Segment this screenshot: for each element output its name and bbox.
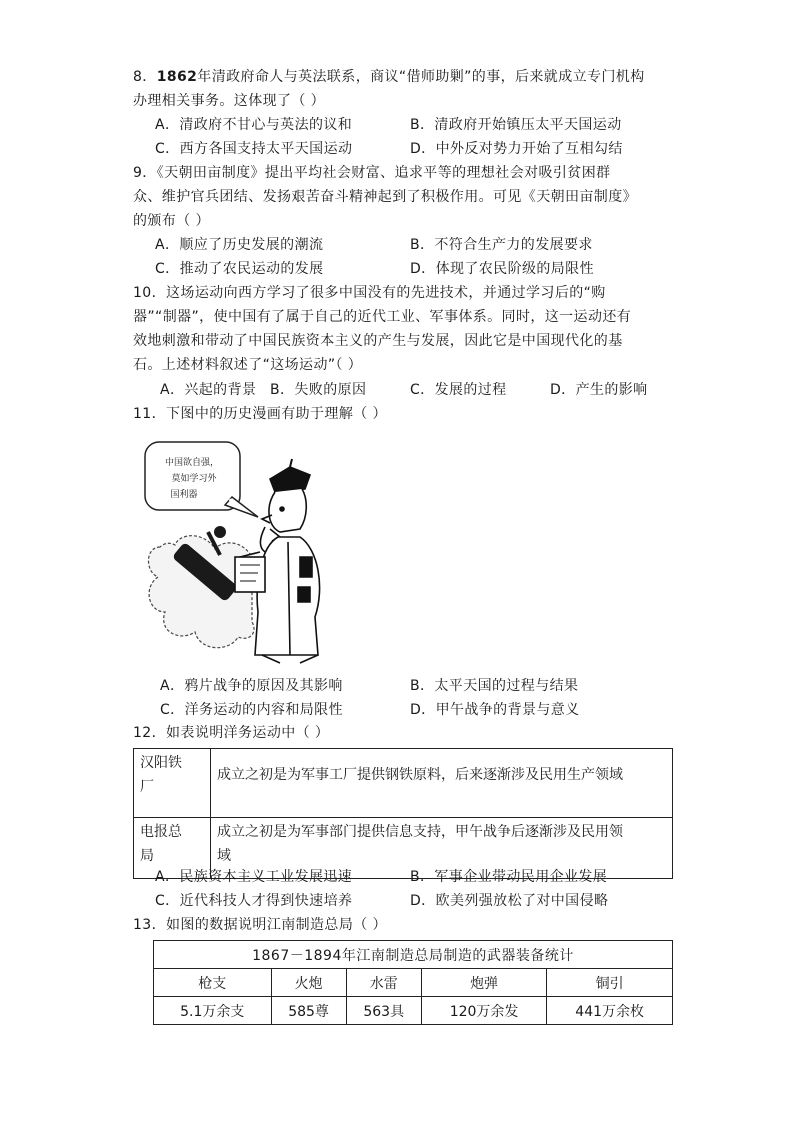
q12-option-a[interactable]: A．民族资本主义工业发展迅速 [155,869,353,885]
table-title-row [154,941,673,969]
table-cell-desc: 成立之初是为军事工厂提供钢铁原料，后来逐渐涉及民用生产领域 [211,749,673,818]
q10-line1: 10．这场运动向西方学习了很多中国没有的先进技术，并通过学习后的“购 [133,285,606,301]
q9-line3: 的颁布（ ） [133,213,210,229]
q11-option-d[interactable]: D．甲午战争的背景与意义 [410,702,580,718]
bubble-text-1: 中国欲自强， [164,458,220,468]
q9-option-b[interactable]: B．不符合生产力的发展要求 [410,237,593,253]
q10-line2: 器”“制器”，使中国有了属于自己的近代工业、军事体系。同时，这一运动还有 [133,309,632,325]
q10-line3: 效地刺激和带动了中国民族资本主义的产生与发展，因此它是中国现代化的基 [133,333,623,349]
q12-table [133,748,673,879]
q11-line1: 11．下图中的历史漫画有助于理解（ ） [133,406,387,422]
q9-line1: 9．《天朝田亩制度》提出平均社会财富、追求平等的理想社会对吸引贫困群 [133,165,611,181]
cartoon-illustration [140,437,340,667]
table-cell-name: 汉阳铁 厂 [134,749,211,818]
q9-option-c[interactable]: C．推动了农民运动的发展 [155,261,324,277]
table-cell: 563具 [346,997,421,1025]
q8-option-c[interactable]: C．西方各国支持太平天国运动 [155,141,353,157]
q8-option-d[interactable]: D．中外反对势力开始了互相勾结 [410,141,623,157]
q13-line1: 13．如图的数据说明江南制造总局（ ） [133,917,387,933]
table-header: 火炮 [271,969,346,997]
q8-line1 [133,67,645,87]
q10-option-a[interactable]: A．兴起的背景 [160,382,257,398]
q8-option-a[interactable]: A．清政府不甘心与英法的议和 [155,117,353,133]
q10-line4: 石。上述材料叙述了“这场运动”（ ） [133,357,363,373]
q8-text: 年清政府命人与英法联系，商议“借师助剿”的事，后来就成立专门机构 [197,69,645,85]
q12-option-d[interactable]: D．欧美列强放松了对中国侵略 [410,893,609,909]
table-header: 水雷 [346,969,421,997]
table-cell: 5.1万余支 [154,997,272,1025]
table-cell-desc: 成立之初是为军事部门提供信息支持，甲午战争后逐渐涉及民用领 域 [211,818,673,879]
q8-year: 1862 [156,69,198,85]
q9-option-a[interactable]: A．顺应了历史发展的潮流 [155,237,324,253]
table-header: 枪支 [154,969,272,997]
bubble-text-2: 莫如学习外 [171,474,217,484]
q8-option-b[interactable]: B．清政府开始镇压太平天国运动 [410,117,622,133]
q10-option-b[interactable]: B．失败的原因 [270,382,367,398]
table-cell: 441万余枚 [547,997,673,1025]
table-cell: 120万余发 [421,997,547,1025]
table-row [134,749,673,818]
q12-option-c[interactable]: C．近代科技人才得到快速培养 [155,893,353,909]
table-header: 铜引 [547,969,673,997]
q8-line2: 办理相关事务。这体现了（ ） [133,93,326,109]
table-title: 1867－1894年江南制造总局制造的武器装备统计 [154,941,673,969]
q12-line1: 12．如表说明洋务运动中（ ） [133,725,330,741]
q11-option-b[interactable]: B．太平天国的过程与结果 [410,678,579,694]
q10-option-d[interactable]: D．产生的影响 [550,382,648,398]
q11-option-c[interactable]: C．洋务运动的内容和局限性 [160,702,343,718]
q9-line2: 众、维护官兵团结、发扬艰苦奋斗精神起到了积极作用。可见《天朝田亩制度》 [133,189,637,205]
table-cell: 585尊 [271,997,346,1025]
q10-option-c[interactable]: C．发展的过程 [410,382,507,398]
q11-option-a[interactable]: A．鸦片战争的原因及其影响 [160,678,343,694]
table-header-row [154,969,673,997]
q9-option-d[interactable]: D．体现了农民阶级的局限性 [410,261,594,277]
q8-number: 8． [133,69,157,85]
table-cell-name: 电报总 局 [134,818,211,879]
table-header: 炮弹 [421,969,547,997]
bubble-text-3: 国利器 [170,490,198,500]
q12-option-b[interactable]: B．军事企业带动民用企业发展 [410,869,608,885]
q13-table [153,940,673,1025]
table-row [154,997,673,1025]
